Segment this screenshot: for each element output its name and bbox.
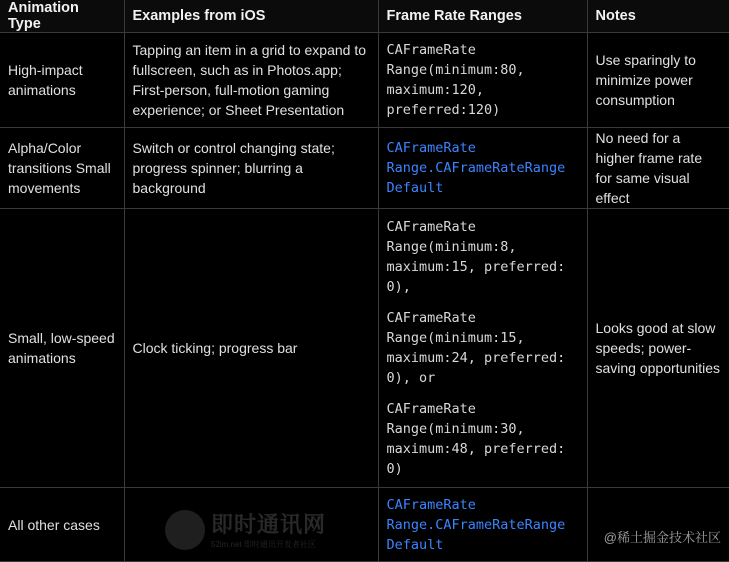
default-range-link[interactable]: CAFrameRate (386, 497, 476, 513)
watermark-title: 即时通讯网 (211, 512, 327, 537)
default-range-link[interactable]: Range.CAFrameRateRange (386, 517, 566, 533)
cell-frame-rate-range (378, 128, 587, 209)
header-row (0, 0, 729, 33)
default-range-link[interactable]: Range.CAFrameRateRange (386, 160, 566, 176)
cell-examples: Tapping an item in a grid to expand to fullscreen, such as in Photos.app; First-person, full-motion gaming experience; or Sheet Presentation (124, 33, 378, 128)
cell-animation-type: Alpha/Color transitions Small movements (0, 128, 124, 209)
cell-animation-type: All other cases (0, 488, 124, 562)
cell-notes: No need for a higher frame rate for same visual effect (587, 128, 729, 209)
cell-notes (587, 488, 729, 562)
code-line: maximum:15, preferred: (386, 259, 566, 275)
cell-examples (124, 488, 378, 562)
header-notes: Notes (587, 0, 729, 33)
header-animation-type: Animation Type (0, 0, 124, 33)
code-line: Range(minimum:80, (386, 62, 525, 78)
table-row (0, 209, 729, 488)
cell-notes: Looks good at slow speeds; power-saving opportunities (587, 209, 729, 488)
cell-notes: Use sparingly to minimize power consumption (587, 33, 729, 128)
watermark-subtitle: 52im.net 即时通讯开发者社区 (211, 540, 316, 549)
cell-frame-rate-range (378, 209, 587, 488)
code-line: CAFrameRate (386, 401, 476, 417)
code-line: 0) (386, 461, 403, 477)
cell-animation-type: Small, low-speed animations (0, 209, 124, 488)
code-line: Range(minimum:30, (386, 421, 525, 437)
range-block (387, 217, 579, 297)
code-line: CAFrameRate (386, 42, 476, 58)
default-range-link[interactable]: CAFrameRate (386, 140, 476, 156)
cell-examples: Switch or control changing state; progress spinner; blurring a background (124, 128, 378, 209)
cell-frame-rate-range (378, 33, 587, 128)
table-row (0, 33, 729, 128)
default-range-link[interactable]: Default (386, 180, 444, 196)
code-line: CAFrameRate (386, 219, 476, 235)
watermark-juejin: @稀土掘金技术社区 (603, 530, 721, 545)
cell-animation-type: High-impact animations (0, 33, 124, 128)
table-row (0, 488, 729, 562)
code-line: 0), or (386, 370, 436, 386)
code-line: Range(minimum:15, (386, 330, 525, 346)
code-line: maximum:24, preferred: (386, 350, 566, 366)
code-line: maximum:48, preferred: (386, 441, 566, 457)
cell-frame-rate-range (378, 488, 587, 562)
range-block (387, 308, 579, 388)
header-examples: Examples from iOS (124, 0, 378, 33)
code-line: preferred:120) (386, 102, 501, 118)
cell-examples: Clock ticking; progress bar (124, 209, 378, 488)
code-line: Range(minimum:8, (386, 239, 517, 255)
code-line: maximum:120, (386, 82, 485, 98)
range-block (387, 399, 579, 479)
header-frame-rate-ranges: Frame Rate Ranges (378, 0, 587, 33)
default-range-link[interactable]: Default (386, 537, 444, 553)
code-line: CAFrameRate (386, 310, 476, 326)
table-row (0, 128, 729, 209)
code-line: 0), (386, 279, 411, 295)
